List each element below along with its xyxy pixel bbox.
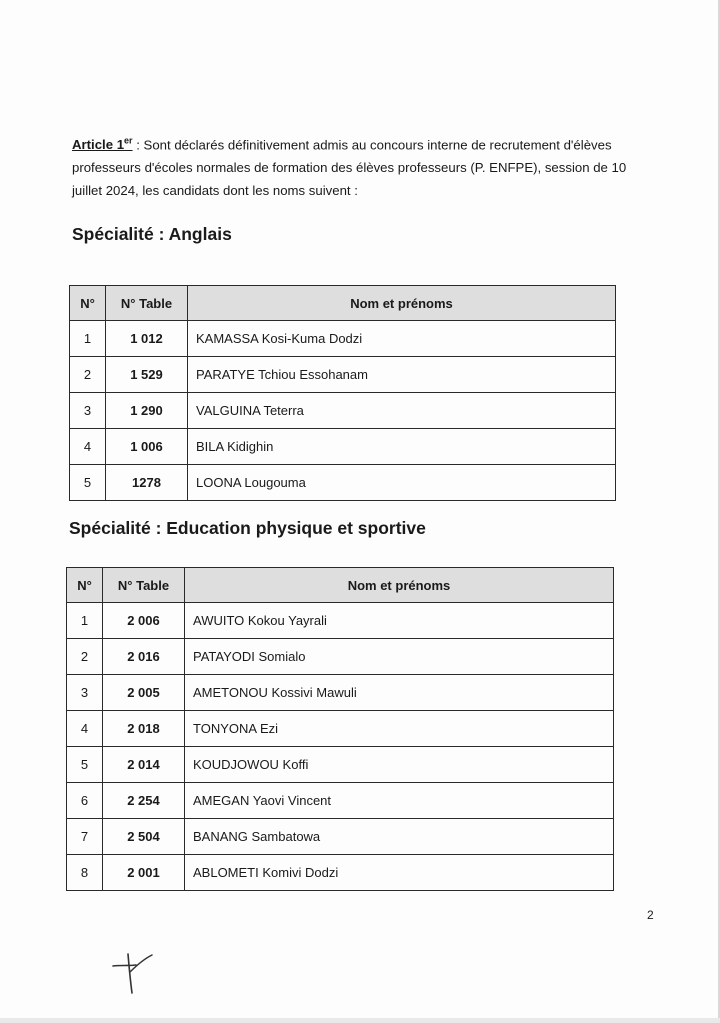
- row-table-number: 2 001: [103, 855, 185, 891]
- row-number: 4: [70, 429, 106, 465]
- row-candidate-name: LOONA Lougouma: [188, 465, 616, 501]
- row-number: 1: [67, 603, 103, 639]
- row-number: 3: [67, 675, 103, 711]
- row-candidate-name: KAMASSA Kosi-Kuma Dodzi: [188, 321, 616, 357]
- article-text: : Sont déclarés définitivement admis au concours interne de recrutement d'élèves professeurs d'écoles normales de formation des élèves professeurs (P. ENFPE), session de 10 juillet 2024, les candidats dont les noms suivent :: [72, 137, 627, 199]
- table-row: [67, 783, 614, 819]
- row-table-number: 2 006: [103, 603, 185, 639]
- table-row: [70, 393, 616, 429]
- row-number: 4: [67, 711, 103, 747]
- row-candidate-name: TONYONA Ezi: [185, 711, 614, 747]
- table-row: [67, 639, 614, 675]
- table-header-row: [70, 286, 616, 321]
- row-number: 3: [70, 393, 106, 429]
- row-table-number: 1 012: [106, 321, 188, 357]
- row-table-number: 2 016: [103, 639, 185, 675]
- row-number: 7: [67, 819, 103, 855]
- table-row: [67, 675, 614, 711]
- row-table-number: 2 018: [103, 711, 185, 747]
- table-anglais: [69, 285, 616, 501]
- section-heading-eps: Spécialité : Education physique et sportive: [69, 518, 426, 538]
- row-number: 6: [67, 783, 103, 819]
- table-row: [70, 357, 616, 393]
- row-table-number: 1 290: [106, 393, 188, 429]
- row-number: 5: [70, 465, 106, 501]
- row-candidate-name: KOUDJOWOU Koffi: [185, 747, 614, 783]
- row-candidate-name: AWUITO Kokou Yayrali: [185, 603, 614, 639]
- table-row: [70, 321, 616, 357]
- row-number: 1: [70, 321, 106, 357]
- table-row: [70, 465, 616, 501]
- row-candidate-name: VALGUINA Teterra: [188, 393, 616, 429]
- row-number: 2: [70, 357, 106, 393]
- table-row: [67, 855, 614, 891]
- section-heading-anglais: Spécialité : Anglais: [72, 224, 232, 244]
- row-table-number: 1 529: [106, 357, 188, 393]
- table-row: [67, 819, 614, 855]
- table-eps: [66, 567, 614, 891]
- table-row: [67, 603, 614, 639]
- row-candidate-name: BANANG Sambatowa: [185, 819, 614, 855]
- row-number: 5: [67, 747, 103, 783]
- table-row: [67, 711, 614, 747]
- row-candidate-name: AMETONOU Kossivi Mawuli: [185, 675, 614, 711]
- row-table-number: 2 014: [103, 747, 185, 783]
- row-table-number: 1 006: [106, 429, 188, 465]
- row-number: 2: [67, 639, 103, 675]
- row-candidate-name: ABLOMETI Komivi Dodzi: [185, 855, 614, 891]
- row-candidate-name: PATAYODI Somialo: [185, 639, 614, 675]
- article-paragraph: [72, 130, 658, 202]
- header-n: N°: [67, 568, 103, 603]
- table-row: [70, 429, 616, 465]
- row-number: 8: [67, 855, 103, 891]
- row-table-number: 2 254: [103, 783, 185, 819]
- header-table: N° Table: [103, 568, 185, 603]
- row-table-number: 1278: [106, 465, 188, 501]
- header-name: Nom et prénoms: [188, 286, 616, 321]
- row-candidate-name: PARATYE Tchiou Essohanam: [188, 357, 616, 393]
- header-name: Nom et prénoms: [185, 568, 614, 603]
- header-table: N° Table: [106, 286, 188, 321]
- table-row: [67, 747, 614, 783]
- row-candidate-name: AMEGAN Yaovi Vincent: [185, 783, 614, 819]
- page-number: 2: [647, 908, 654, 922]
- row-candidate-name: BILA Kidighin: [188, 429, 616, 465]
- article-label: Article 1er: [72, 136, 133, 153]
- row-table-number: 2 005: [103, 675, 185, 711]
- table-header-row: [67, 568, 614, 603]
- row-table-number: 2 504: [103, 819, 185, 855]
- header-n: N°: [70, 286, 106, 321]
- signature-mark: [108, 948, 158, 998]
